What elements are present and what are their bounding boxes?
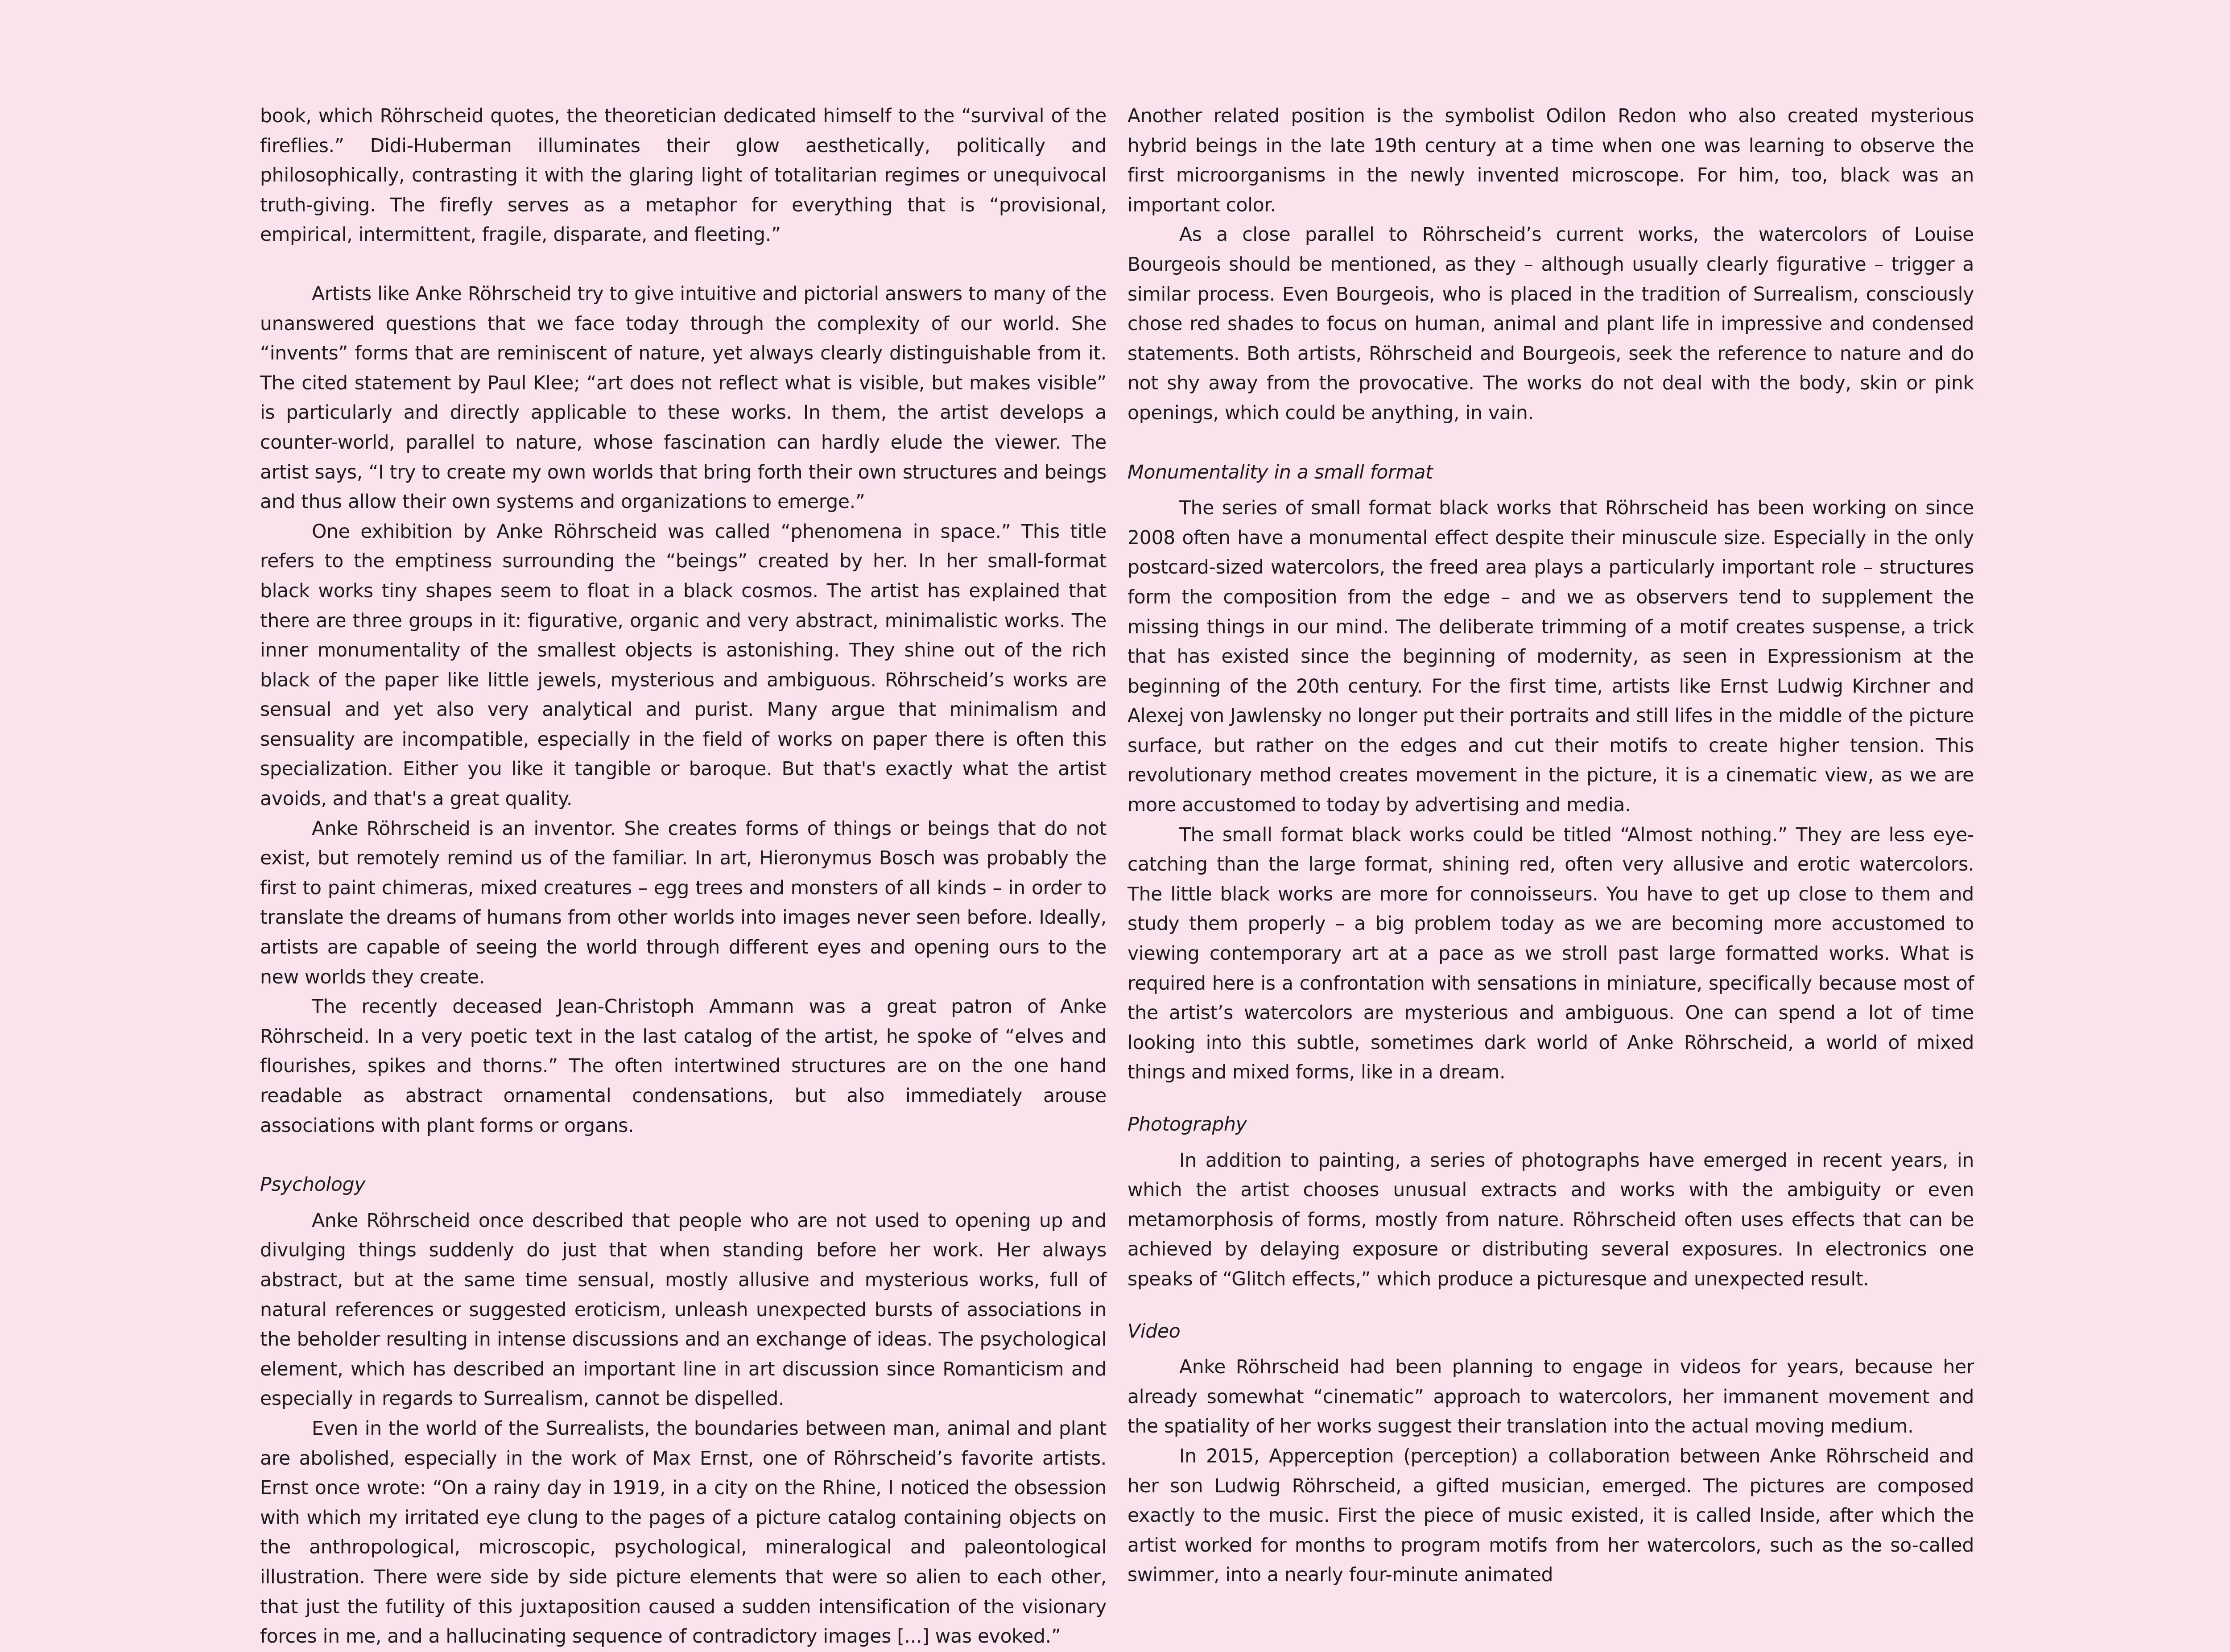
heading-spacer (1127, 1140, 1974, 1146)
paragraph-psychology: Anke Röhrscheid once described that people who are not used to opening up and divulging things suddenly do just that when standing before her work. Her always abstract, but at the same time sensual, mostly allusive and mysterious works, full of natural references or suggested eroticism, unleash unexpected bursts of associations in the beholder resulting in intense discussions and an exchange of ideas. The psychological element, which has described an important line in art discussion since Romanticism and especially in regards to Surrealism, cannot be dispelled. (260, 1210, 1107, 1410)
section-spacer (260, 1141, 1107, 1170)
paragraph-almost-nothing: The small format black works could be titled “Almost nothing.” They are less eye-catching than the large format, shining red, often very allusive and erotic watercolors. The little black works are more for connoisseurs. You have to get up close to them and study them properly – a big problem today as we are becoming more accustomed to viewing contemporary art at a pace as we stroll past large formatted works. What is required here is a confrontation with sensations in miniature, specifically because most of the artist’s watercolors are mysterious and ambiguous. One can spend a lot of time looking into this subtle, sometimes dark world of Anke Röhrscheid, a world of mixed things and mixed forms, like in a dream. (1127, 824, 1974, 1084)
section-spacer (1127, 429, 1974, 458)
heading-spacer (1127, 487, 1974, 494)
section-spacer (1127, 1088, 1974, 1110)
heading-photography: Photography (1127, 1114, 1247, 1136)
heading-monumentality: Monumentality in a small format (1127, 461, 1433, 483)
paragraph-video: Anke Röhrscheid had been planning to engage in videos for years, because her already somewhat “cinematic” approach to watercolors, her immanent movement and the spatiality of her works suggest their translation into the actual moving medium. (1127, 1356, 1974, 1438)
paragraph-redon: Another related position is the symbolist Odilon Redon who also created mysterious hybrid beings in the late 19th century at a time when one was learning to observe the first microorganisms in the newly invented microscope. For him, too, black was an important color. (1127, 105, 1974, 216)
heading-spacer (260, 1200, 1107, 1206)
paragraph-intro: book, which Röhrscheid quotes, the theoretician dedicated himself to the “survival of the fireflies.” Didi-Huberman illuminates their glow aesthetically, politically and philosophically, contrasting it with the glaring light of totalitarian regimes or unequivocal truth-giving. The firefly serves as a metaphor for everything that is “provisional, empirical, intermittent, fragile, disparate, and fleeting.” (260, 105, 1107, 246)
paragraph-photography: In addition to painting, a series of photographs have emerged in recent years, in which the artist chooses unusual extracts and works with the ambiguity or even metamorphosis of forms, mostly from nature. Röhrscheid often uses effects that can be achieved by delaying exposure or distributing several exposures. In electronics one speaks of “Glitch effects,” which produce a picturesque and unexpected result. (1127, 1149, 1974, 1290)
paragraph-artists: Artists like Anke Röhrscheid try to give intuitive and pictorial answers to many of the unanswered questions that we face today through the complexity of our world. She “invents” forms that are reminiscent of nature, yet always clearly distinguishable from it. The cited statement by Paul Klee; “art does not reflect what is visible, but makes visible” is particularly and directly applicable to these works. In them, the artist develops a counter-world, parallel to nature, whose fascination can hardly elude the viewer. The artist says, “I try to create my own worlds that bring forth their own structures and beings and thus allow their own systems and organizations to emerge.” (260, 283, 1107, 513)
heading-video: Video (1127, 1320, 1181, 1342)
left-column (260, 102, 1107, 1652)
section-spacer (1127, 1295, 1974, 1317)
paragraph-spacer (260, 250, 1107, 280)
right-column (1127, 102, 1974, 1590)
paragraph-surrealists: Even in the world of the Surrealists, the boundaries between man, animal and plant are abolished, especially in the work of Max Ernst, one of Röhrscheid’s favorite artists. Ernst once wrote: “On a rainy day in 1919, in a city on the Rhine, I noticed the obsession with which my irritated eye clung to the pages of a picture catalog containing objects on the anthropological, microscopic, psychological, mineralogical and paleontological illustration. There were side by side picture elements that were so alien to each other, that just the futility of this juxtaposition caused a sudden intensification of the visionary forces in me, and a hallucinating sequence of contradictory images [...] was evoked.” (260, 1417, 1107, 1648)
paragraph-exhibition: One exhibition by Anke Röhrscheid was called “phenomena in space.” This title refers to the emptiness surrounding the “beings” created by her. In her small-format black works tiny shapes seem to float in a black cosmos. The artist has explained that there are three groups in it: figurative, organic and very abstract, minimalistic works. The inner monumentality of the smallest objects is astonishing. They shine out of the rich black of the paper like little jewels, mysterious and ambiguous. Röhrscheid’s works are sensual and yet also very analytical and purist. Many argue that minimalism and sensuality are incompatible, especially in the field of works on paper there is often this specialization. Either you like it tangible or baroque. But that's exactly what the artist avoids, and that's a great quality. (260, 520, 1107, 810)
paragraph-apperception: In 2015, Apperception (perception) a collaboration between Anke Röhrscheid and her son Ludwig Röhrscheid, a gifted musician, emerged. The pictures are composed exactly to the music. First the piece of music existed, it is called Inside, after which the artist worked for months to program motifs from her watercolors, such as the so-called swimmer, into a nearly four-minute animated (1127, 1445, 1974, 1586)
paragraph-series: The series of small format black works that Röhrscheid has been working on since 2008 often have a monumental effect despite their minuscule size. Especially in the only postcard-sized watercolors, the freed area plays a particularly important role – structures form the composition from the edge – and we as observers tend to supplement the missing things in our mind. The deliberate trimming of a motif creates suspense, a trick that has existed since the beginning of modernity, as seen in Expressionism at the beginning of the 20th century. For the first time, artists like Ernst Ludwig Kirchner and Alexej von Jawlensky no longer put their portraits and still lifes in the middle of the picture surface, but rather on the edges and cut their motifs to create higher tension. This revolutionary method creates movement in the picture, it is a cinematic view, as we are more accustomed to today by advertising and media. (1127, 497, 1974, 817)
paragraph-ammann: The recently deceased Jean-Christoph Ammann was a great patron of Anke Röhrscheid. In a very poetic text in the last catalog of the artist, he spoke of “elves and flourishes, spikes and thorns.” The often intertwined structures are on the one hand readable as abstract ornamental condensations, but also immediately arouse associations with plant forms or organs. (260, 996, 1107, 1137)
paragraph-bourgeois: As a close parallel to Röhrscheid’s current works, the watercolors of Louise Bourgeois should be mentioned, as they – although usually clearly figurative – trigger a similar process. Even Bourgeois, who is placed in the tradition of Surrealism, consciously chose red shades to focus on human, animal and plant life in impressive and condensed statements. Both artists, Röhrscheid and Bourgeois, seek the reference to nature and do not shy away from the provocative. The works do not deal with the body, skin or pink openings, which could be anything, in vain. (1127, 224, 1974, 424)
heading-spacer (1127, 1346, 1974, 1353)
heading-psychology: Psychology (260, 1174, 366, 1196)
paragraph-inventor: Anke Röhrscheid is an inventor. She creates forms of things or beings that do not exist, but remotely remind us of the familiar. In art, Hieronymus Bosch was probably the first to paint chimeras, mixed creatures – egg trees and monsters of all kinds – in order to translate the dreams of humans from other worlds into images never seen before. Ideally, artists are capable of seeing the world through different eyes and opening ours to the new worlds they create. (260, 818, 1107, 988)
